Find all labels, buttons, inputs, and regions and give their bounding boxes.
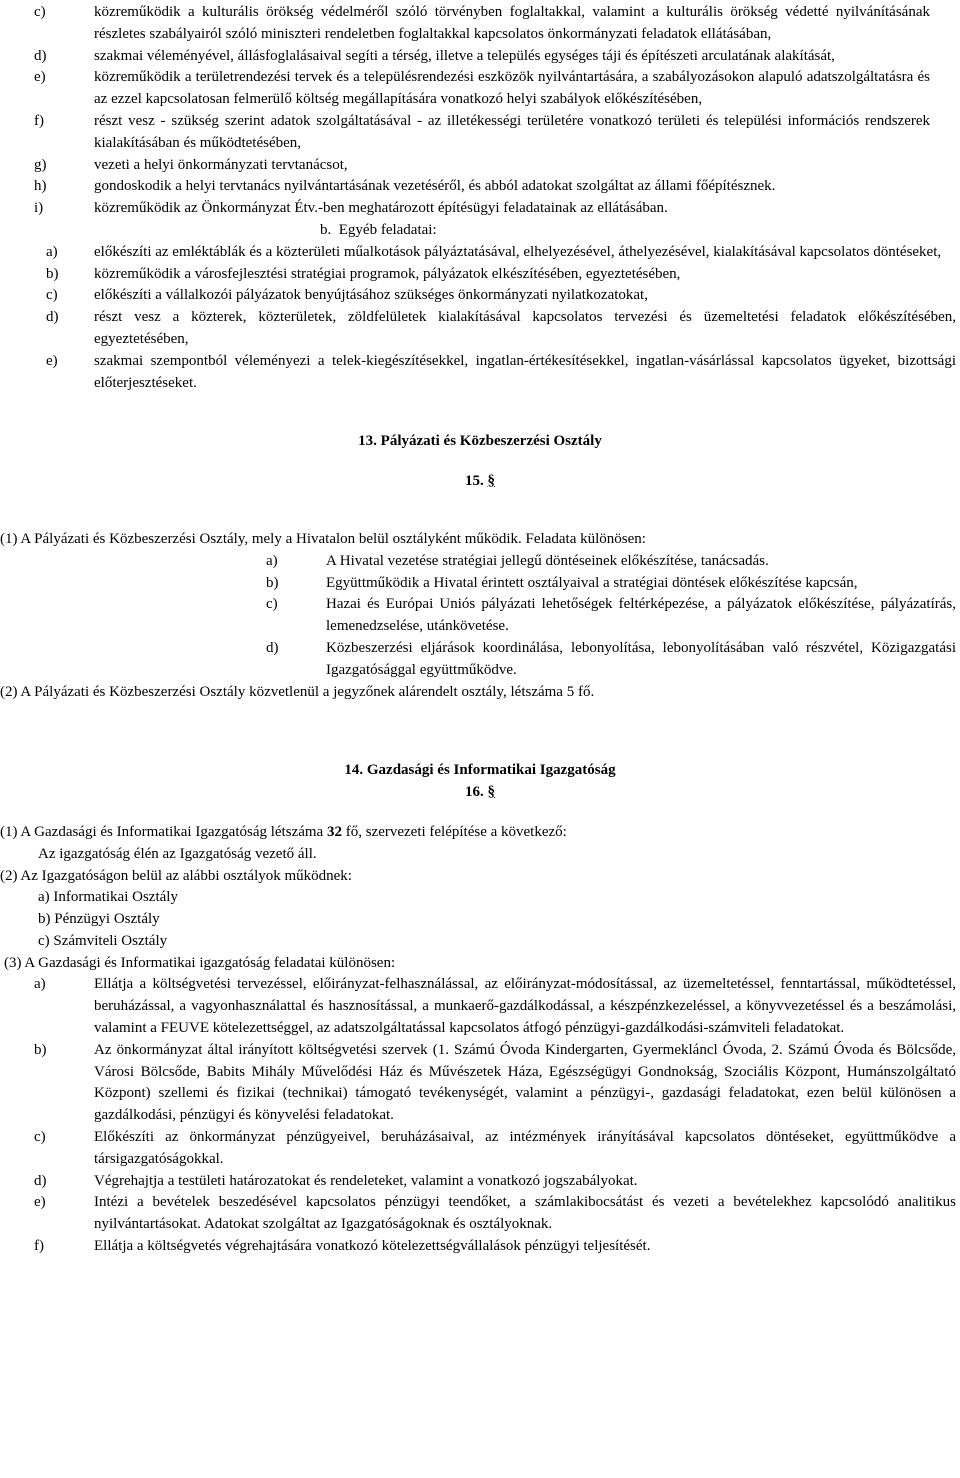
item-label: a) xyxy=(34,976,46,993)
item-label: b) xyxy=(46,265,59,282)
subsection-label: b. xyxy=(320,221,332,238)
item-text: előkészíti az emléktáblák és a közterületi műalkotások pályáztatásával, elhelyezésével, áthelyezésével, kialakításával kapcsolatos döntéseket, xyxy=(94,243,942,260)
item-text: szakmai szempontból véleményezi a telek-kiegészítésekkel, ingatlan-értékesítésekkel, ingatlan-vásárlással kapcsolatos ügyeket, bizottsági előterjesztéseket. xyxy=(94,352,956,391)
task-list xyxy=(0,974,960,1257)
section-sign: § xyxy=(487,473,495,490)
department-item: a) Informatikai Osztály xyxy=(38,889,178,906)
item-text: Előkészíti az önkormányzat pénzügyeivel, beruházásaival, az intézmények irányításával kapcsolatos döntéseket, együttműködve a társigazgatóságokkal. xyxy=(94,1129,956,1167)
list-item xyxy=(34,1171,956,1193)
paragraph-number-text: 16. § xyxy=(465,784,495,801)
item-text: Ellátja a költségvetési tervezéssel, előirányzat-felhasználással, az előirányzat-módosítással, az üzemeltetéssel, fenntartással, működtetéssel, beruházással, a vagyonhasználattal és hasznosítással, a munkaerő-gazdálkodással, a készpénzkezeléssel, a könyvvezetéssel és a beszámolási, valamint a FEUVE kötelezettséggel, az adatszolgáltatással kapcsolatos átfogó pénzügyi-gazdálkodási-számviteli feladatokat. xyxy=(94,976,956,1037)
list-item xyxy=(46,242,956,264)
item-text: Hazai és Európai Uniós pályázati lehetőségek feltérképezése, a pályázatok előkészítése, pályázatírás, lemenedzselése, utánkövetése. xyxy=(326,596,956,635)
section-heading: 14. Gazdasági és Informatikai Igazgatóság xyxy=(344,762,616,779)
item-label: d) xyxy=(266,639,279,656)
item-text: Intézi a bevételek beszedésével kapcsolatos pénzügyi teendőket, a számlakibocsátást és vezeti a bevételekhez kapcsolódó analitikus nyilvántartásokat. Adatokat szolgáltat az Igazgatóságoknak és osztályoknak. xyxy=(94,1194,956,1233)
paragraph: (1) A Pályázati és Közbeszerzési Osztály, mely a Hivatalon belül osztályként működik. Feladata különösen: xyxy=(0,530,646,547)
item-text: részt vesz - szükség szerint adatok szolgáltatásával - az illetékességi területére vonatkozó területi és települési információs rendszerek kialakításában és működtetésében, xyxy=(94,112,930,151)
item-text: közreműködik az Önkormányzat Étv.-ben meghatározott építésügyi feladatainak az ellátásában. xyxy=(94,200,668,217)
item-text: Közbeszerzési eljárások koordinálása, lebonyolítása, lebonyolításában való részvétel, Közigazgatási Igazgatósággal együttműködve. xyxy=(326,639,956,678)
department-item: b) Pénzügyi Osztály xyxy=(38,911,160,928)
item-label: d) xyxy=(46,309,59,326)
item-text: vezeti a helyi önkormányzati tervtanácsot, xyxy=(94,156,348,173)
item-text: közreműködik a városfejlesztési stratégiai programok, pályázatok elkészítésében, egyeztetésében, xyxy=(94,265,681,282)
item-text: közreműködik a kulturális örökség védelméről szóló törvényben foglaltakkal, valamint a kulturális örökség védetté nyilvánításának részletes szabályairól szóló miniszteri rendeletben foglaltakkal kapcsolatos önkormányzati feladatok ellátásában, xyxy=(94,4,930,42)
headcount: 32 xyxy=(326,823,342,840)
item-label: c) xyxy=(34,1129,46,1146)
paragraph: (2) Az Igazgatóságon belül az alábbi osztályok működnek: xyxy=(0,867,352,884)
item-label: g) xyxy=(34,156,47,173)
item-label: b) xyxy=(34,1041,47,1058)
list-item xyxy=(266,573,956,595)
item-label: a) xyxy=(46,243,58,260)
item-text: előkészíti a vállalkozói pályázatok benyújtásához szükséges önkormányzati nyilatkozatokat, xyxy=(94,287,648,304)
item-label: c) xyxy=(34,4,46,20)
item-text: Végrehajtja a testületi határozatokat és rendeleteket, valamint a vonatkozó jogszabályokat. xyxy=(94,1172,638,1189)
list-item xyxy=(34,46,930,68)
item-label: e) xyxy=(34,1194,46,1211)
list-item xyxy=(34,1040,956,1127)
item-label: b) xyxy=(266,574,279,591)
list-item xyxy=(46,285,956,307)
list-item xyxy=(34,1127,956,1171)
list-item xyxy=(34,155,930,177)
subsection-title: Egyéb feladatai: xyxy=(338,221,437,238)
item-label: h) xyxy=(34,178,47,195)
section-sign: § xyxy=(487,784,495,801)
list-item xyxy=(34,1192,956,1236)
item-label: f) xyxy=(34,1238,44,1255)
task-list xyxy=(0,551,960,682)
list-item xyxy=(46,264,956,286)
item-label: c) xyxy=(46,287,58,304)
list-item xyxy=(266,638,956,682)
item-text: Az önkormányzat által irányított költségvetési szervek (1. Számú Óvoda Kindergarten, Gyermekláncl Óvoda, 2. Számú Óvoda és Bölcsőde, Városi Bölcsőde, Babits Mihály Művelődési Ház és Művészetek Háza, Egészségügyi Gondnokság, Szociális Központ, Humánszolgáltató Központ) szellemi és fizikai (technikai) támogató tevékenységét, valamint a pénzügyi-, gazdasági feladatokat, ezen belül különösen a gazdálkodási, pénzügyi és könyvelési feladatokat. xyxy=(94,1041,956,1124)
paragraph-text: fő, szervezeti felépítése a következő: xyxy=(341,823,567,840)
list-item xyxy=(34,67,930,111)
item-text: gondoskodik a helyi tervtanács nyilvántartásának vezetéséről, és abból adatokat szolgáltat az állami főépítésznek. xyxy=(94,178,776,195)
item-text: A Hivatal vezetése stratégiai jellegű döntéseinek előkészítése, tanácsadás. xyxy=(326,552,769,569)
paragraph xyxy=(0,822,960,844)
paragraph-number-text: 15. § xyxy=(465,473,495,490)
list-item xyxy=(46,307,956,351)
subsection-heading xyxy=(0,220,960,242)
list-item xyxy=(266,594,956,638)
section-heading: 13. Pályázati és Közbeszerzési Osztály xyxy=(358,433,602,450)
section-body xyxy=(0,822,960,1258)
list-item xyxy=(34,176,930,198)
item-text: közreműködik a területrendezési tervek és a településrendezési eszközök nyilvántartására, a szabályozásokon alapuló adatszolgáltatásra és az ezzel kapcsolatosan felmerülő költség megállapítására vonatkozó helyi szabályok előkészítésében, xyxy=(94,69,930,108)
item-label: d) xyxy=(34,47,47,64)
item-label: i) xyxy=(34,200,44,217)
department-item: c) Számviteli Osztály xyxy=(38,932,168,949)
item-label: d) xyxy=(34,1172,47,1189)
item-text: részt vesz a közterek, közterületek, zöldfelületek kialakításával kapcsolatos tervezési és üzemeltetési feladatok előkészítésében, egyeztetésében, xyxy=(94,309,956,347)
item-label: a) xyxy=(266,552,278,569)
list-item xyxy=(266,551,956,573)
item-label: f) xyxy=(34,112,44,129)
item-text: Ellátja a költségvetés végrehajtására vonatkozó kötelezettségvállalások pénzügyi teljesítését. xyxy=(94,1238,651,1255)
paragraph: Az igazgatóság élén az Igazgatóság vezető áll. xyxy=(38,845,317,862)
paragraph: (2) A Pályázati és Közbeszerzési Osztály közvetlenül a jegyzőnek alárendelt osztály, létszáma 5 fő. xyxy=(0,683,595,700)
list-item xyxy=(46,351,956,395)
list-item xyxy=(34,1236,956,1258)
paragraph-number xyxy=(0,782,960,804)
subsection-other-tasks xyxy=(0,220,960,394)
list-item xyxy=(34,2,930,46)
item-text: Együttműködik a Hivatal érintett osztályaival a stratégiai döntések előkészítése kapcsán, xyxy=(326,574,858,591)
item-label: c) xyxy=(266,596,278,613)
task-list xyxy=(0,2,960,220)
paragraph: (3) A Gazdasági és Informatikai igazgatóság feladatai különösen: xyxy=(4,954,396,971)
item-text: szakmai véleményével, állásfoglalásaival segíti a térség, illetve a település egységes táji és építészeti arculatának alakítását, xyxy=(94,47,835,64)
item-label: e) xyxy=(34,69,46,86)
paragraph-text: (1) A Gazdasági és Informatikai Igazgatóság létszáma xyxy=(0,823,327,840)
list-item xyxy=(34,111,930,155)
paragraph-number xyxy=(0,471,960,493)
list-item xyxy=(34,974,956,1039)
list-item xyxy=(34,198,930,220)
item-label: e) xyxy=(46,352,58,369)
